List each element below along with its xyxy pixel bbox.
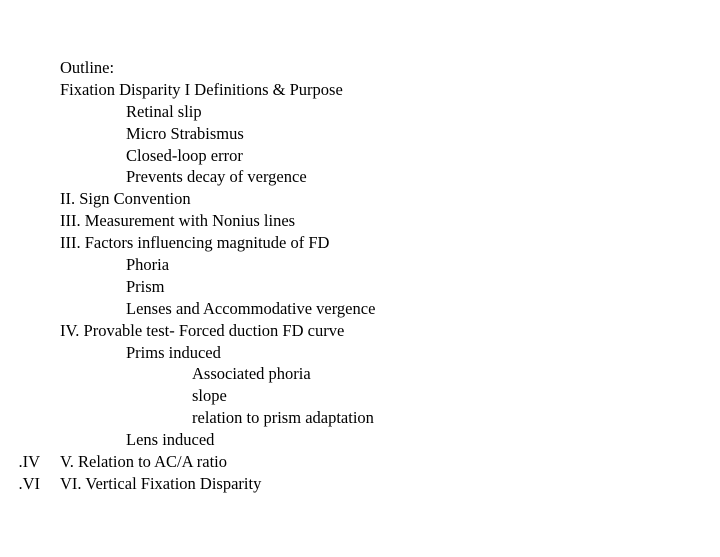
- outline-subitem: [0, 342, 720, 364]
- outline-subitem-text: Prims induced: [126, 342, 221, 362]
- outline-item-text: III. Measurement with Nonius lines: [60, 211, 296, 231]
- outline-item-text: VI. Vertical Fixation Disparity: [60, 473, 262, 493]
- outline-numbered-item: [0, 451, 720, 473]
- outline-subitem: [0, 166, 720, 188]
- outline-subsubitem-text: Associated phoria: [192, 364, 311, 384]
- outline-subitem: [0, 145, 720, 167]
- outline-item: [0, 188, 720, 210]
- outline-subsubitem-text: relation to prism adaptation: [192, 408, 374, 428]
- outline-subitem-text: Lenses and Accommodative vergence: [126, 298, 376, 318]
- outline-subitem: [0, 276, 720, 298]
- outline-item: [0, 79, 720, 101]
- outline-item: [0, 210, 720, 232]
- outline-subitem: [0, 254, 720, 276]
- outline-heading: [0, 57, 720, 79]
- outline-heading-text: Outline:: [60, 58, 115, 77]
- list-marker: IV.: [18, 452, 40, 472]
- outline-subitem: [0, 123, 720, 145]
- outline-subitem-text: Lens induced: [126, 430, 215, 450]
- outline-subitem-text: Micro Strabismus: [126, 123, 244, 143]
- outline-numbered-item: [0, 473, 720, 495]
- outline-subsubitem: [0, 407, 720, 429]
- outline-subitem-text: Phoria: [126, 255, 170, 275]
- outline-subitem: [0, 298, 720, 320]
- outline-item-text: II. Sign Convention: [60, 189, 191, 209]
- outline-item: [0, 232, 720, 254]
- outline-subsubitem: [0, 363, 720, 385]
- outline-list: [0, 57, 720, 495]
- outline-subitem: [0, 429, 720, 451]
- list-marker: VI.: [18, 473, 40, 493]
- outline-item: [0, 320, 720, 342]
- outline-item-text: V. Relation to AC/A ratio: [60, 452, 227, 472]
- outline-subitem: [0, 101, 720, 123]
- outline-subsubitem: [0, 385, 720, 407]
- outline-item-text: III. Factors influencing magnitude of FD: [60, 233, 330, 253]
- outline-subitem-text: Closed-loop error: [126, 145, 243, 165]
- outline-subitem-text: Retinal slip: [126, 101, 202, 121]
- outline-item-text: IV. Provable test- Forced duction FD curve: [60, 320, 345, 340]
- outline-subitem-text: Prism: [126, 276, 165, 296]
- outline-subitem-text: Prevents decay of vergence: [126, 167, 307, 187]
- outline-item-text: Fixation Disparity I Definitions & Purpose: [60, 79, 343, 99]
- outline-subsubitem-text: slope: [192, 386, 227, 406]
